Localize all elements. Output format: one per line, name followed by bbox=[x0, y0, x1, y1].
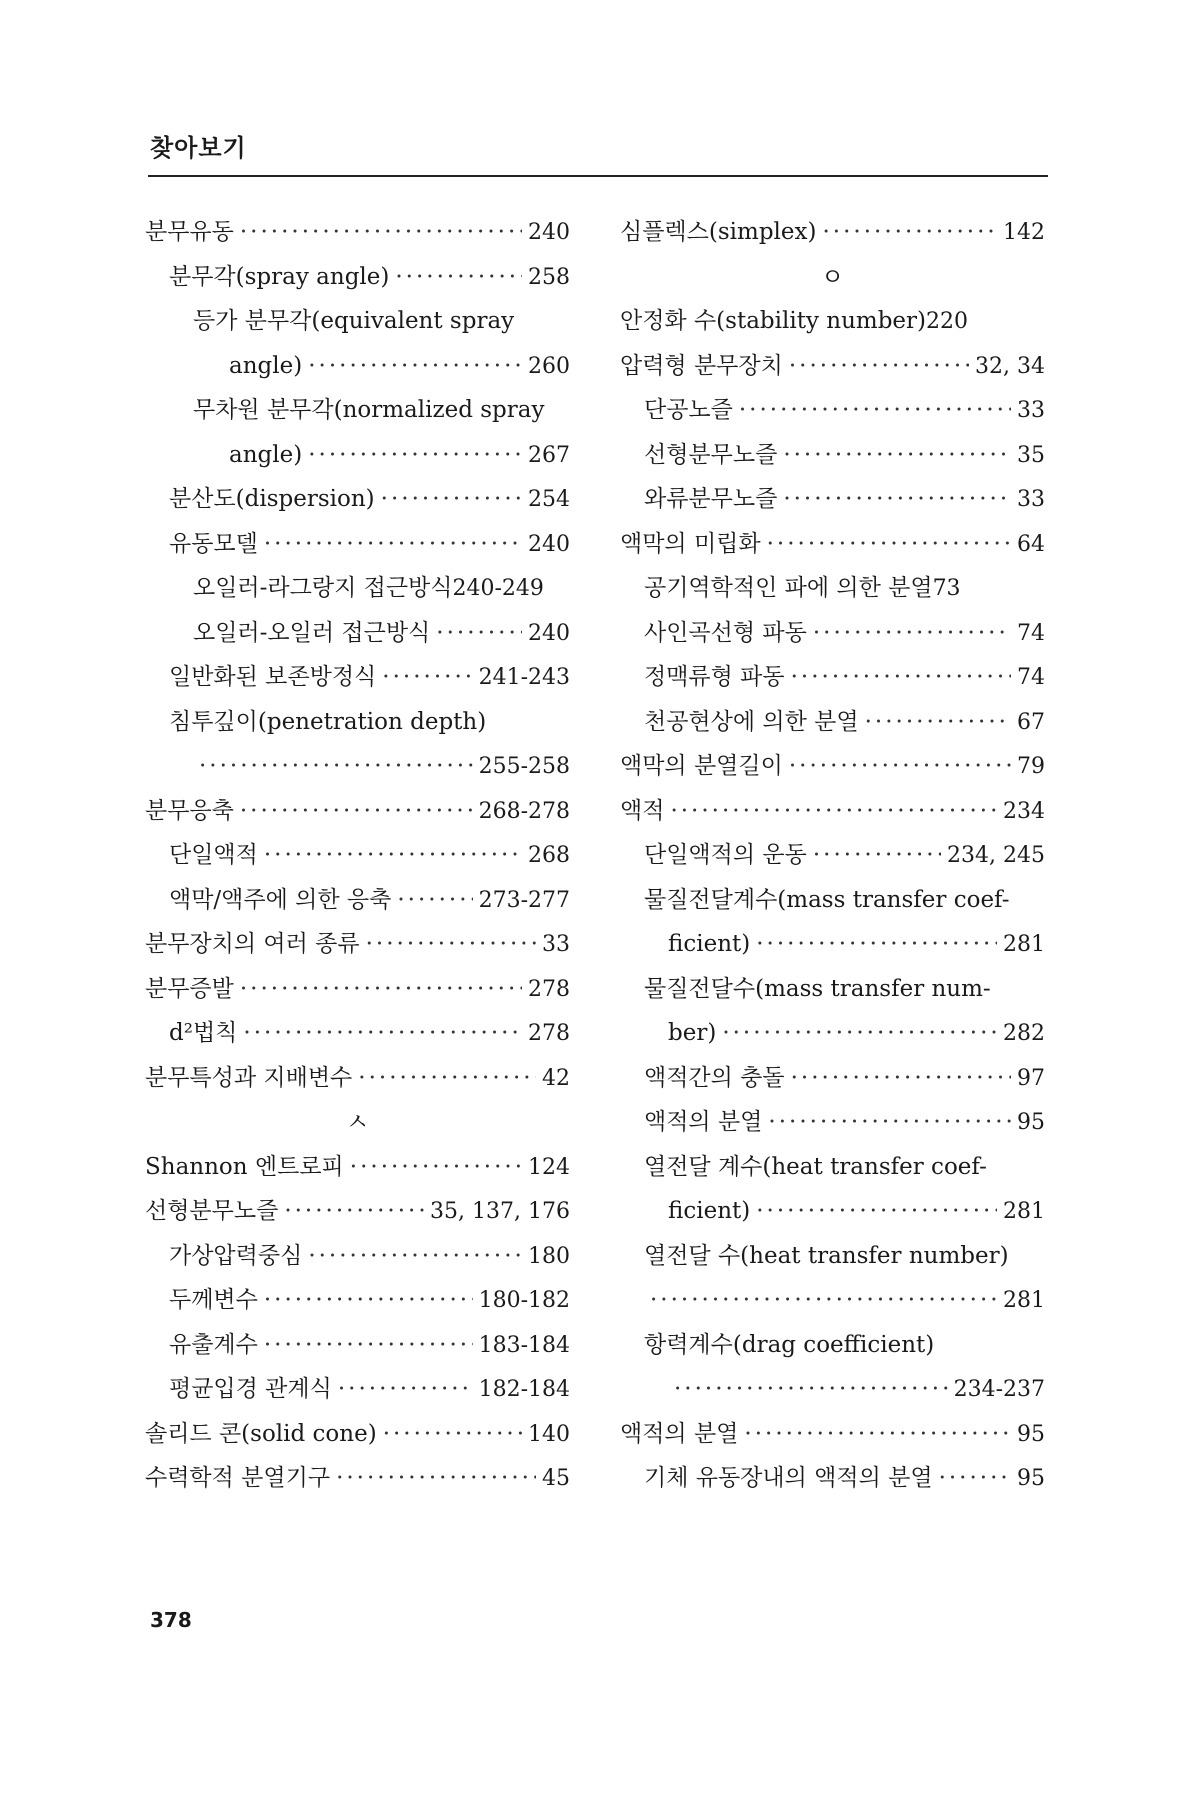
entry-page-ref: 95 bbox=[1017, 1421, 1045, 1447]
entry-page-ref: 95 bbox=[1017, 1110, 1045, 1135]
index-entry bbox=[145, 833, 570, 878]
entry-term: angle) bbox=[229, 352, 303, 379]
index-entry bbox=[620, 1011, 1045, 1056]
index-entry bbox=[145, 1456, 570, 1501]
index-entry bbox=[145, 1189, 570, 1234]
index-entry bbox=[145, 655, 570, 700]
dot-leader bbox=[284, 1189, 424, 1234]
index-entry bbox=[145, 1234, 570, 1279]
entry-page-ref: 32, 34 bbox=[975, 353, 1045, 379]
entry-term: ficient) bbox=[668, 931, 751, 957]
entry-term: 물질전달계수(mass transfer coef- bbox=[644, 886, 1010, 913]
index-entry bbox=[145, 477, 570, 522]
dot-leader bbox=[939, 1456, 1011, 1501]
page-number: 378 bbox=[150, 1608, 192, 1632]
entry-page-ref: 234, 245 bbox=[947, 843, 1045, 868]
entry-page-ref: 124 bbox=[528, 1154, 570, 1180]
index-entry bbox=[620, 433, 1045, 478]
index-entry bbox=[620, 1367, 1045, 1412]
entry-page-ref: 255-258 bbox=[478, 754, 570, 779]
index-entry bbox=[145, 1323, 570, 1368]
entry-term: 유출계수 bbox=[169, 1331, 258, 1358]
index-entry bbox=[145, 878, 570, 923]
entry-page-ref: 240 bbox=[528, 531, 570, 557]
entry-term: 침투깊이(penetration depth) bbox=[169, 708, 487, 735]
entry-page-ref: 33 bbox=[1017, 398, 1045, 423]
entry-page-ref: 240 bbox=[528, 620, 570, 646]
entry-term: 오일러-오일러 접근방식 bbox=[193, 619, 431, 646]
index-entry bbox=[145, 1011, 570, 1056]
entry-term: 열전달 계수(heat transfer coef- bbox=[644, 1153, 987, 1180]
dot-leader bbox=[756, 922, 997, 967]
entry-page-ref: 267 bbox=[528, 442, 570, 468]
entry-page-ref: 33 bbox=[542, 932, 570, 957]
dot-leader bbox=[383, 1412, 522, 1457]
index-entry bbox=[620, 566, 1045, 611]
entry-page-ref: 180-182 bbox=[478, 1288, 570, 1313]
index-entry bbox=[145, 388, 570, 433]
entry-page-ref: 35 bbox=[1017, 442, 1045, 468]
entry-term: 분무특성과 지배변수 bbox=[145, 1064, 353, 1091]
entry-term: 기체 유동장내의 액적의 분열 bbox=[644, 1465, 933, 1491]
index-entry bbox=[145, 922, 570, 967]
dot-leader bbox=[264, 1278, 473, 1323]
dot-leader bbox=[240, 789, 473, 834]
index-entry bbox=[145, 789, 570, 834]
index-entry bbox=[620, 655, 1045, 700]
index-entry bbox=[620, 1412, 1045, 1457]
dot-leader bbox=[744, 1412, 1011, 1457]
index-entry bbox=[620, 1056, 1045, 1101]
entry-term: angle) bbox=[229, 441, 303, 468]
entry-term: 액적의 분열 bbox=[620, 1420, 739, 1447]
dot-leader bbox=[739, 388, 1011, 433]
entry-term: ber) bbox=[668, 1020, 717, 1046]
entry-page-ref: 268-278 bbox=[478, 798, 570, 824]
dot-leader bbox=[670, 789, 997, 834]
entry-page-ref: 281 bbox=[1003, 932, 1045, 957]
index-entry bbox=[620, 833, 1045, 878]
entry-page-ref: 260 bbox=[528, 353, 570, 379]
entry-term: 물질전달수(mass transfer num- bbox=[644, 975, 991, 1002]
entry-term: 사인곡선형 파동 bbox=[644, 619, 807, 646]
entry-term: 두께변수 bbox=[169, 1287, 258, 1313]
dot-leader bbox=[338, 1367, 473, 1412]
index-entry bbox=[145, 611, 570, 656]
section-heading: ㅇ bbox=[820, 262, 845, 291]
header-divider bbox=[148, 175, 1048, 177]
index-entry bbox=[145, 1145, 570, 1190]
entry-page-ref: 268 bbox=[528, 843, 570, 868]
dot-leader bbox=[382, 655, 472, 700]
dot-leader bbox=[240, 210, 522, 255]
entry-term: 분무각(spray angle) bbox=[169, 263, 390, 290]
entry-page-ref: 220 bbox=[926, 309, 968, 334]
index-entry bbox=[145, 1412, 570, 1457]
index-entry bbox=[145, 1056, 570, 1101]
index-entry bbox=[145, 700, 570, 745]
dot-leader bbox=[650, 1278, 997, 1323]
dot-leader bbox=[722, 1011, 997, 1056]
entry-page-ref: 64 bbox=[1017, 531, 1045, 557]
index-entry bbox=[620, 210, 1045, 255]
entry-term: 액적의 분열 bbox=[644, 1109, 763, 1135]
entry-term: 무차원 분무각(normalized spray bbox=[193, 397, 545, 423]
entry-term: 항력계수(drag coefficient) bbox=[644, 1331, 935, 1358]
entry-term: 단공노즐 bbox=[644, 397, 733, 423]
entry-page-ref: 45 bbox=[542, 1466, 570, 1491]
entry-term: 액막의 분열길이 bbox=[620, 753, 783, 779]
entry-term: 천공현상에 의한 분열 bbox=[644, 708, 859, 735]
index-entry bbox=[620, 477, 1045, 522]
entry-page-ref: 183-184 bbox=[478, 1332, 570, 1358]
entry-page-ref: 273-277 bbox=[478, 887, 570, 913]
index-entry bbox=[145, 566, 570, 611]
entry-term: 심플렉스(simplex) bbox=[620, 219, 817, 245]
entry-page-ref: 282 bbox=[1003, 1021, 1045, 1046]
index-entry bbox=[620, 1456, 1045, 1501]
index-entry bbox=[145, 1278, 570, 1323]
dot-leader bbox=[308, 344, 522, 389]
entry-term: 액적간의 충돌 bbox=[644, 1064, 785, 1091]
dot-leader bbox=[789, 744, 1011, 789]
dot-leader bbox=[308, 433, 522, 478]
entry-page-ref: 142 bbox=[1003, 220, 1045, 245]
dot-leader bbox=[336, 1456, 536, 1501]
entry-term: 와류분무노즐 bbox=[644, 486, 778, 512]
entry-term: 분무유동 bbox=[145, 219, 234, 245]
entry-term: 분무장치의 여러 종류 bbox=[145, 931, 360, 957]
index-entry bbox=[620, 611, 1045, 656]
page-title: 찾아보기 bbox=[150, 134, 247, 162]
dot-leader bbox=[240, 967, 522, 1012]
dot-leader bbox=[381, 477, 522, 522]
dot-leader bbox=[768, 1100, 1011, 1145]
index-entry bbox=[620, 388, 1045, 433]
entry-term: ficient) bbox=[668, 1198, 751, 1224]
entry-page-ref: 234 bbox=[1003, 798, 1045, 824]
index-entry bbox=[145, 344, 570, 389]
dot-leader bbox=[767, 522, 1011, 567]
index-entry bbox=[145, 255, 570, 300]
index-entry bbox=[620, 789, 1045, 834]
dot-leader bbox=[789, 344, 969, 389]
index-entry bbox=[145, 210, 570, 255]
entry-page-ref: 240-249 bbox=[452, 576, 544, 601]
entry-page-ref: 278 bbox=[528, 1021, 570, 1046]
index-entry bbox=[145, 299, 570, 344]
entry-page-ref: 140 bbox=[528, 1421, 570, 1447]
dot-leader bbox=[366, 922, 536, 967]
index-column-right bbox=[620, 210, 1045, 1501]
index-entry bbox=[620, 299, 1045, 344]
entry-page-ref: 79 bbox=[1017, 754, 1045, 779]
dot-leader bbox=[264, 522, 522, 567]
index-entry bbox=[620, 967, 1045, 1012]
index-entry bbox=[620, 700, 1045, 745]
entry-page-ref: 74 bbox=[1017, 665, 1045, 690]
index-entry bbox=[620, 1189, 1045, 1234]
index-entry bbox=[620, 1323, 1045, 1368]
entry-term: 선형분무노즐 bbox=[644, 441, 778, 468]
section-heading: ㅅ bbox=[345, 1108, 370, 1136]
dot-leader bbox=[674, 1367, 948, 1412]
entry-page-ref: 241-243 bbox=[478, 665, 570, 690]
dot-leader bbox=[436, 611, 522, 656]
dot-leader bbox=[308, 1234, 522, 1279]
entry-term: 공기역학적인 파에 의한 분열 bbox=[644, 575, 933, 601]
entry-page-ref: 258 bbox=[528, 264, 570, 290]
entry-page-ref: 234-237 bbox=[953, 1377, 1045, 1402]
index-entry bbox=[620, 1234, 1045, 1279]
entry-term: 단일액적 bbox=[169, 842, 258, 868]
entry-term: 분무증발 bbox=[145, 975, 234, 1002]
index-entry bbox=[145, 433, 570, 478]
entry-term: 열전달 수(heat transfer number) bbox=[644, 1242, 1009, 1269]
entry-term: 액막/액주에 의한 응축 bbox=[169, 886, 392, 913]
entry-term: 안정화 수(stability number) bbox=[620, 308, 926, 334]
entry-term: 단일액적의 운동 bbox=[644, 842, 807, 868]
entry-term: 액막의 미립화 bbox=[620, 530, 761, 557]
entry-term: 분산도(dispersion) bbox=[169, 486, 375, 512]
dot-leader bbox=[813, 611, 1011, 656]
dot-leader bbox=[264, 833, 522, 878]
index-entry bbox=[620, 922, 1045, 967]
entry-page-ref: 74 bbox=[1017, 620, 1045, 646]
dot-leader bbox=[395, 255, 522, 300]
dot-leader bbox=[783, 433, 1011, 478]
index-entry bbox=[620, 744, 1045, 789]
entry-page-ref: 35, 137, 176 bbox=[430, 1199, 570, 1224]
index-column-left bbox=[145, 210, 570, 1501]
dot-leader bbox=[397, 878, 472, 923]
entry-term: 선형분무노즐 bbox=[145, 1198, 279, 1224]
entry-term: 수력학적 분열기구 bbox=[145, 1465, 331, 1491]
entry-page-ref: 278 bbox=[528, 976, 570, 1002]
entry-page-ref: 281 bbox=[1003, 1199, 1045, 1224]
entry-term: 등가 분무각(equivalent spray bbox=[193, 308, 515, 334]
entry-term: 가상압력중심 bbox=[169, 1242, 303, 1269]
dot-leader bbox=[243, 1011, 522, 1056]
entry-term: 정맥류형 파동 bbox=[644, 664, 785, 690]
entry-term: 일반화된 보존방정식 bbox=[169, 664, 377, 690]
dot-leader bbox=[865, 700, 1011, 745]
index-entry bbox=[145, 1367, 570, 1412]
entry-term: d²법칙 bbox=[169, 1020, 238, 1046]
entry-term: 솔리드 콘(solid cone) bbox=[145, 1420, 377, 1447]
index-entry bbox=[620, 1100, 1045, 1145]
entry-term: 분무응축 bbox=[145, 797, 234, 824]
dot-leader bbox=[199, 744, 473, 789]
dot-leader bbox=[791, 655, 1011, 700]
entry-page-ref: 42 bbox=[542, 1065, 570, 1091]
entry-page-ref: 73 bbox=[932, 576, 961, 601]
entry-term: 유동모델 bbox=[169, 530, 258, 557]
entry-page-ref: 95 bbox=[1017, 1466, 1045, 1491]
dot-leader bbox=[791, 1056, 1011, 1101]
entry-page-ref: 240 bbox=[528, 220, 570, 245]
index-entry bbox=[620, 344, 1045, 389]
dot-leader bbox=[358, 1056, 536, 1101]
entry-page-ref: 281 bbox=[1003, 1288, 1045, 1313]
index-entry bbox=[620, 878, 1045, 923]
entry-page-ref: 254 bbox=[528, 487, 570, 512]
entry-term: 평균입경 관계식 bbox=[169, 1376, 332, 1402]
entry-page-ref: 182-184 bbox=[478, 1377, 570, 1402]
dot-leader bbox=[756, 1189, 997, 1234]
entry-term: Shannon 엔트로피 bbox=[145, 1153, 344, 1180]
entry-page-ref: 97 bbox=[1017, 1065, 1045, 1091]
dot-leader bbox=[350, 1145, 522, 1190]
index-entry bbox=[145, 522, 570, 567]
index-entry bbox=[145, 744, 570, 789]
dot-leader bbox=[822, 210, 997, 255]
entry-term: 압력형 분무장치 bbox=[620, 352, 783, 379]
index-entry bbox=[620, 522, 1045, 567]
dot-leader bbox=[783, 477, 1011, 522]
entry-term: 액적 bbox=[620, 797, 665, 824]
entry-page-ref: 33 bbox=[1017, 487, 1045, 512]
entry-term: 오일러-라그랑지 접근방식 bbox=[193, 575, 453, 601]
index-entry bbox=[620, 1278, 1045, 1323]
entry-page-ref: 180 bbox=[528, 1243, 570, 1269]
entry-page-ref: 67 bbox=[1017, 709, 1045, 735]
dot-leader bbox=[264, 1323, 473, 1368]
dot-leader bbox=[813, 833, 941, 878]
index-entry bbox=[620, 1145, 1045, 1190]
index-entry bbox=[145, 967, 570, 1012]
